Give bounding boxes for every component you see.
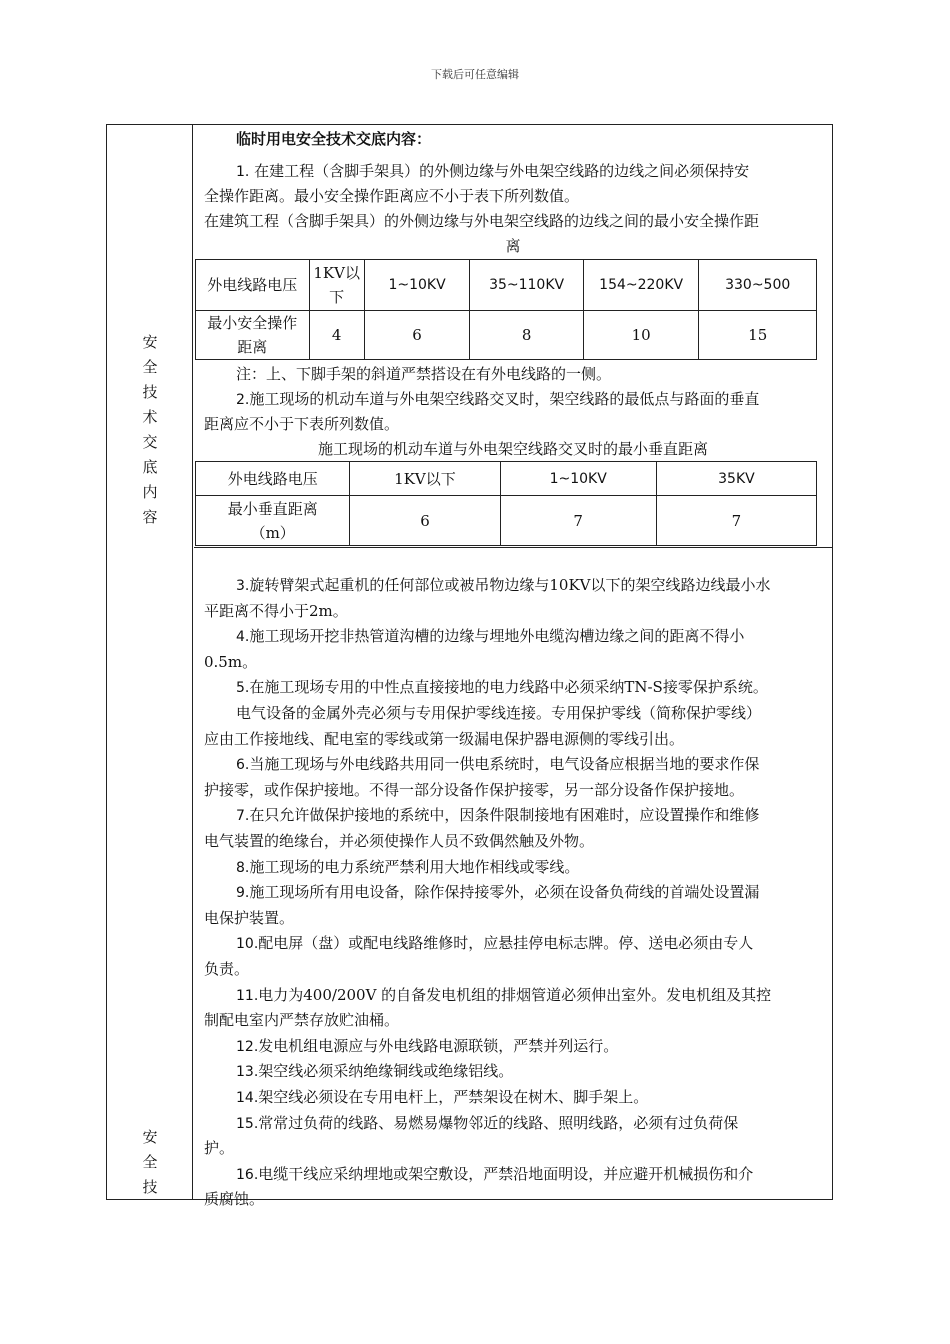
- rule-text: 护接零，或作保护接地。不得一部分设备作保护接零，另一部分设备作保护接地。: [204, 780, 745, 799]
- table-cell: 8: [470, 311, 584, 360]
- content-column: [194, 125, 832, 1209]
- rule-item-line-first: [236, 931, 753, 957]
- rule-item-line-first: [236, 1034, 618, 1060]
- paragraph-2-line-1: [236, 387, 759, 413]
- table-cell: 330~500: [699, 260, 817, 311]
- table-row: [196, 462, 817, 496]
- label-char: 全: [142, 358, 158, 376]
- item-number: 15.: [236, 1115, 259, 1132]
- rule-text: 架空线必须采纳绝缘铜线或绝缘铝线。: [258, 1062, 514, 1081]
- rule-text: 电气装置的绝缘台，并必须使操作人员不致偶然触及外物。: [204, 832, 595, 850]
- page-header: 下载后可任意编辑: [431, 68, 519, 81]
- rule-item-line-first: [236, 1111, 738, 1137]
- table-1-caption: 在建筑工程（含脚手架具）的外侧边缘与外电架空线路的边线之间的最小安全操作距: [204, 212, 760, 230]
- item-number: 6.: [236, 757, 250, 774]
- rule-text: 在施工现场专用的中性点直接接地的电力线路中必须采纳TN-S接零保护系统。: [249, 678, 768, 697]
- table-cell: 35~110KV: [470, 260, 584, 311]
- table-cell: 6: [364, 311, 470, 360]
- table-row: [196, 260, 817, 311]
- left-label-top: [107, 330, 193, 530]
- label-char: 安: [142, 333, 158, 351]
- item-number: 16.: [236, 1166, 259, 1183]
- section-divider: [194, 547, 832, 548]
- table-1-caption-cont: 离: [505, 237, 521, 255]
- table-cell: 1~10KV: [500, 462, 656, 496]
- rule-text: 常常过负荷的线路、易燃易爆物邻近的线路、照明线路，必须有过负荷保: [258, 1113, 739, 1132]
- item-number: 9.: [236, 885, 250, 902]
- table-row: [196, 496, 817, 546]
- rule-text: 应由工作接地线、配电室的零线或第一级漏电保护器电源侧的零线引出。: [204, 729, 685, 748]
- rule-item-line-first: [236, 675, 768, 701]
- rule-item-line: [204, 650, 257, 675]
- item-number: 3.: [236, 578, 250, 594]
- table-2-caption: 施工现场的机动车道与外电架空线路交叉时的最小垂直距离: [317, 440, 708, 458]
- rule-text: 电保护装置。: [204, 908, 295, 927]
- item-number: 4.: [236, 629, 250, 646]
- table-cell: 4: [309, 311, 364, 360]
- rule-text: 施工现场的电力系统严禁利用大地作相线或零线。: [249, 857, 580, 876]
- rule-text: 电缆干线应采纳埋地或架空敷设，严禁沿地面明设，并应避开机械损伤和介: [258, 1164, 754, 1183]
- rule-item-line: [204, 906, 294, 931]
- rule-item-line: [236, 701, 761, 726]
- label-char: 底: [142, 458, 158, 476]
- table-cell: 1KV以下: [350, 462, 500, 496]
- item-number: 11.: [236, 987, 259, 1004]
- rule-item-line: [204, 1136, 234, 1161]
- table-cell: 7: [656, 496, 816, 546]
- table-1: [195, 259, 817, 360]
- table-row: [196, 311, 817, 360]
- rule-text: 配电屏（盘）或配电线路维修时，应悬挂停电标志牌。停、送电必须由专人: [258, 934, 754, 953]
- rule-text: 电气设备的金属外壳必须与专用保护零线连接。专用保护零线（简称保护零线）: [236, 704, 762, 722]
- item-number: 14.: [236, 1090, 259, 1106]
- rule-item-line-first: [236, 803, 759, 829]
- table-cell: 最小垂直距离（m）: [196, 496, 350, 546]
- item-number: 5.: [236, 680, 250, 697]
- label-char: 容: [142, 508, 158, 526]
- table-cell: 外电线路电压: [196, 462, 350, 496]
- label-char: 内: [142, 483, 158, 501]
- item-number: 1.: [236, 164, 250, 180]
- item-number: 12.: [236, 1038, 259, 1055]
- rule-item-line-first: [236, 1162, 753, 1188]
- rule-item-line-first: [236, 1085, 648, 1111]
- label-char: 术: [142, 408, 158, 426]
- rule-text: 质腐蚀。: [204, 1190, 265, 1209]
- rule-text: 架空线必须设在专用电杆上，严禁架设在树木、脚手架上。: [258, 1088, 649, 1106]
- rule-text: 护。: [204, 1139, 235, 1158]
- rule-text: 平距离不得小于2m。: [204, 601, 348, 620]
- rule-text: 发电机组电源应与外电线路电源联锁，严禁并列运行。: [258, 1036, 619, 1055]
- rule-item-line: [204, 957, 249, 982]
- table-cell: 6: [350, 496, 500, 546]
- paragraph-1-line-2: 全操作距离。最小安全操作距离应不小于表下所列数值。: [204, 187, 580, 205]
- rule-item-line-first: [236, 880, 759, 906]
- rule-text: 0.5m。: [204, 652, 258, 671]
- rule-item-line-first: [236, 573, 771, 599]
- rule-text: 旋转臂架式起重机的任何部位或被吊物边缘与10KV以下的架空线路边线最小水: [249, 576, 771, 594]
- document-frame: [106, 124, 833, 1209]
- label-char: 技: [142, 1178, 158, 1196]
- left-label-bottom: [107, 1125, 193, 1200]
- rule-text: 施工现场开挖非热管道沟槽的边缘与埋地外电缆沟槽边缘之间的距离不得小: [249, 627, 745, 646]
- item-number: 13.: [236, 1064, 259, 1081]
- rule-item-line-first: [236, 1059, 513, 1085]
- rule-item-line: [204, 599, 348, 624]
- table-cell: 154~220KV: [583, 260, 699, 311]
- rule-item-line: [204, 1187, 264, 1212]
- item-number: 10.: [236, 936, 259, 953]
- table-cell: 7: [500, 496, 656, 546]
- label-char: 交: [142, 433, 158, 451]
- rule-text: 施工现场所有用电设备，除作保持接零外，必须在设备负荷线的首端处设置漏: [249, 883, 760, 902]
- rule-text: 制配电室内严禁存放贮油桶。: [204, 1011, 400, 1030]
- paragraph-2-line-2: 距离应不小于下表所列数值。: [204, 415, 400, 433]
- rule-item-line: [204, 727, 684, 752]
- label-char: 安: [142, 1128, 158, 1146]
- table-cell: 1KV以下: [309, 260, 364, 311]
- item-number: 8.: [236, 859, 250, 876]
- rule-item-line: [204, 1008, 399, 1033]
- paragraph-text: 施工现场的机动车道与外电架空线路交叉时，架空线路的最低点与路面的垂直: [249, 390, 760, 408]
- rule-item-line: [204, 778, 744, 803]
- rule-item-line-first: [236, 752, 759, 778]
- paragraph-1-line-1: [236, 159, 749, 185]
- paragraph-text: 在建工程（含脚手架具）的外侧边缘与外电架空线路的边线之间必须保持安: [254, 162, 750, 180]
- section-title: 临时用电安全技术交底内容：: [236, 130, 432, 148]
- table-cell: 15: [699, 311, 817, 360]
- table-cell: 外电线路电压: [196, 260, 310, 311]
- left-column: [107, 125, 193, 1199]
- table-cell: 最小安全操作距离: [196, 311, 310, 360]
- table-2: [195, 461, 817, 546]
- table-1-note: 注：上、下脚手架的斜道严禁搭设在有外电线路的一侧。: [236, 365, 612, 383]
- rule-text: 在只允许做保护接地的系统中，因条件限制接地有困难时，应设置操作和维修: [249, 806, 760, 825]
- item-number: 2.: [236, 392, 250, 408]
- item-number: 7.: [236, 808, 250, 825]
- table-cell: 35KV: [656, 462, 816, 496]
- rule-item-line-first: [236, 855, 579, 881]
- label-char: 技: [142, 383, 158, 401]
- rule-item-line-first: [236, 983, 771, 1009]
- rule-text: 当施工现场与外电线路共用同一供电系统时，电气设备应根据当地的要求作保: [249, 755, 760, 774]
- table-cell: 10: [583, 311, 699, 360]
- rule-text: 负责。: [204, 960, 250, 978]
- rule-text: 电力为400/200V 的自备发电机组的排烟管道必须伸出室外。发电机组及其控: [258, 985, 772, 1004]
- rule-item-line: [204, 829, 594, 854]
- rule-item-line-first: [236, 624, 744, 650]
- table-cell: 1~10KV: [364, 260, 470, 311]
- label-char: 全: [142, 1153, 158, 1171]
